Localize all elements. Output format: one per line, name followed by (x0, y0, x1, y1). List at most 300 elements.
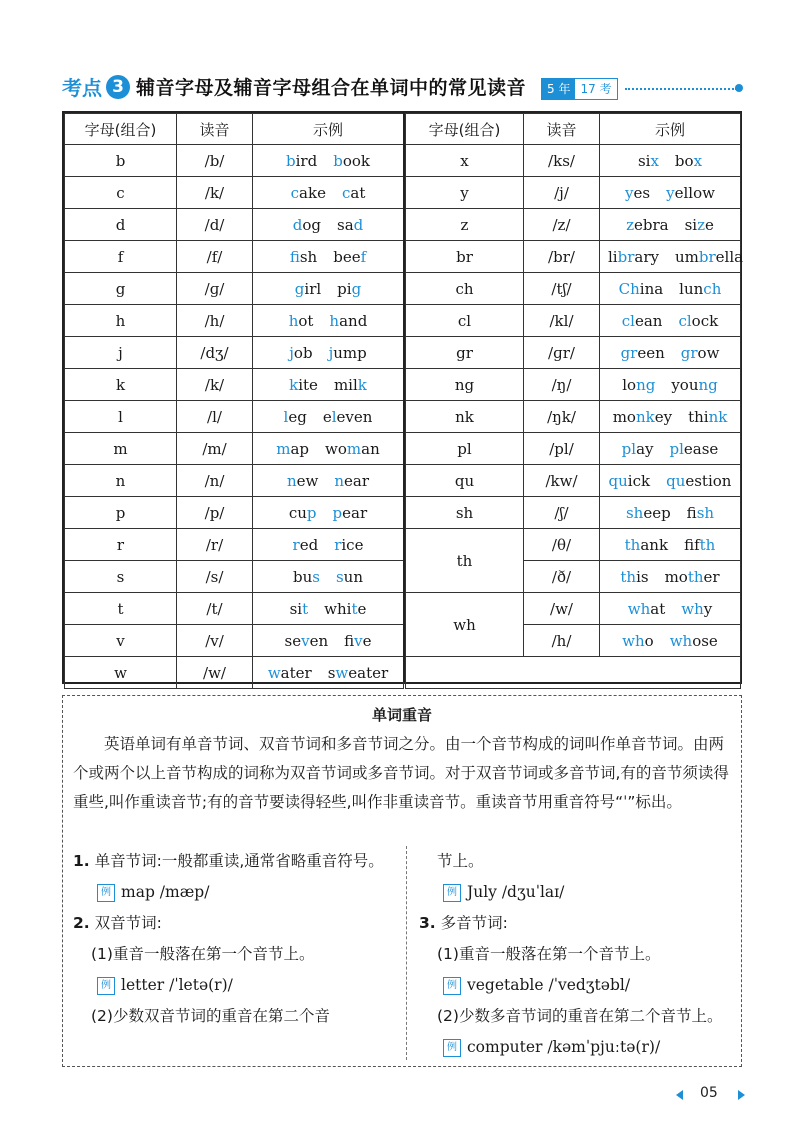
table-row (406, 177, 741, 209)
point-1-number: 1. (73, 852, 90, 870)
header-dotted-line (625, 88, 737, 90)
example-word: long (622, 375, 656, 394)
stress-left-column (73, 846, 398, 1032)
example-word: fifth (684, 535, 716, 554)
sound-cell: /θ/ (524, 529, 600, 561)
example-cell (600, 337, 741, 369)
sound-cell: /m/ (177, 433, 253, 465)
prev-page-arrow-icon[interactable] (676, 1090, 683, 1100)
example-word: who (622, 631, 654, 650)
example-icon: 例 (443, 1039, 461, 1057)
right-table (405, 113, 744, 689)
highlighted-letters: th (699, 535, 716, 554)
example-cell (600, 241, 744, 273)
example-cell (253, 433, 404, 465)
highlighted-letters: h (329, 311, 340, 330)
col-header-example: 示例 (600, 114, 741, 145)
example-word: play (621, 439, 654, 458)
example-text: map /mæp/ (121, 883, 210, 901)
example-word: beef (333, 247, 367, 266)
highlighted-letters: b (333, 151, 343, 170)
example-word: young (671, 375, 718, 394)
table-row (406, 497, 741, 529)
letter-cell: pl (406, 433, 524, 465)
highlighted-letters: w (267, 663, 281, 682)
consonant-table (62, 111, 742, 684)
highlighted-letters: v (354, 631, 363, 650)
highlighted-letters: t (302, 599, 309, 618)
example-cell (600, 529, 741, 561)
example-cell (253, 625, 404, 657)
letter-cell: w (65, 657, 177, 689)
highlighted-letters: p (306, 503, 317, 522)
highlighted-letters: z (626, 215, 634, 234)
highlighted-letters: x (693, 151, 703, 170)
col-header-sound: 读音 (177, 114, 253, 145)
example-word: clock (678, 311, 719, 330)
example-word: question (666, 471, 732, 490)
example-text: vegetable /ˈvedʒtəbl/ (467, 976, 631, 994)
highlighted-letters: v (301, 631, 310, 650)
example-cell (600, 209, 741, 241)
example-cell (600, 369, 741, 401)
letter-cell: m (65, 433, 177, 465)
example-word: green (620, 343, 665, 362)
highlighted-letters: gr (620, 343, 638, 362)
table-row (65, 401, 404, 433)
point-1-example (73, 877, 398, 908)
highlighted-letters: wh (681, 599, 704, 618)
highlighted-letters: wh (627, 599, 651, 618)
page-number: 05 (700, 1085, 718, 1101)
table-row (65, 561, 404, 593)
highlighted-letters: s (312, 567, 320, 586)
letter-cell: t (65, 593, 177, 625)
table-row (65, 529, 404, 561)
sound-cell: /ʃ/ (524, 497, 600, 529)
example-cell (253, 337, 404, 369)
letter-cell: x (406, 145, 524, 177)
example-word: lunch (679, 279, 722, 298)
letter-cell: l (65, 401, 177, 433)
table-row (65, 433, 404, 465)
col-header-letter: 字母(组合) (65, 114, 177, 145)
letter-cell: n (65, 465, 177, 497)
highlighted-letters: gr (680, 343, 698, 362)
example-cell (253, 209, 404, 241)
column-divider (406, 846, 407, 1060)
example-word: umbrella (674, 247, 744, 266)
letter-cell: gr (406, 337, 524, 369)
example-word: box (674, 151, 703, 170)
highlighted-letters: sh (625, 503, 644, 522)
example-icon: 例 (97, 884, 115, 902)
example-word: cup (288, 503, 317, 522)
sound-cell: /ɡr/ (524, 337, 600, 369)
highlighted-letters: j (289, 343, 294, 362)
example-word: pig (337, 279, 362, 298)
next-page-arrow-icon[interactable] (738, 1090, 745, 1100)
example-word: kite (289, 375, 318, 394)
highlighted-letters: th (687, 567, 704, 586)
point-3-text: 多音节词: (440, 914, 508, 932)
sound-cell: /ð/ (524, 561, 600, 593)
table-row (65, 177, 404, 209)
left-table (64, 113, 404, 689)
example-cell (253, 241, 404, 273)
section-number-badge: 3 (106, 75, 130, 99)
example-word: grow (680, 343, 720, 362)
highlighted-letters: d (292, 215, 303, 234)
example-word: cake (290, 183, 326, 202)
example-word: monkey (612, 407, 673, 426)
example-cell (600, 561, 741, 593)
table-left-half (64, 113, 403, 682)
point-3a: (1)重音一般落在第一个音节上。 (437, 945, 661, 963)
example-word: job (289, 343, 313, 362)
example-cell (600, 433, 741, 465)
example-word: yes (625, 183, 651, 202)
highlighted-letters: h (288, 311, 299, 330)
letter-cell: p (65, 497, 177, 529)
table-row (406, 241, 741, 273)
example-word: eleven (322, 407, 373, 426)
sound-cell: /s/ (177, 561, 253, 593)
example-word: leg (283, 407, 307, 426)
highlighted-letters: g (294, 279, 305, 298)
letter-cell: wh (406, 593, 524, 657)
sound-cell: /w/ (524, 593, 600, 625)
sound-cell: /h/ (524, 625, 600, 657)
point-3a-example (419, 970, 734, 1001)
example-word: this (620, 567, 649, 586)
highlighted-letters: w (335, 663, 349, 682)
exam-frequency-badge (541, 78, 618, 100)
badge-count: 17 考 (575, 79, 616, 99)
example-word: water (267, 663, 312, 682)
table-row (406, 529, 741, 561)
example-cell (600, 145, 741, 177)
letter-cell: h (65, 305, 177, 337)
table-row (65, 337, 404, 369)
example-word: rice (334, 535, 364, 554)
example-cell (600, 401, 741, 433)
sound-cell: /r/ (177, 529, 253, 561)
example-word: six (637, 151, 659, 170)
highlighted-letters: th (620, 567, 637, 586)
highlighted-letters: z (697, 215, 705, 234)
example-cell (253, 561, 404, 593)
example-word: mother (664, 567, 720, 586)
sound-cell: /ks/ (524, 145, 600, 177)
letter-cell: th (406, 529, 524, 593)
highlighted-letters: qu (608, 471, 628, 490)
example-word: seven (284, 631, 329, 650)
example-word: why (681, 599, 713, 618)
header-dot-icon (735, 84, 743, 92)
sound-cell: /br/ (524, 241, 600, 273)
sound-cell: /dʒ/ (177, 337, 253, 369)
example-cell (600, 177, 741, 209)
highlighted-letters: k (289, 375, 299, 394)
sound-cell: /ŋ/ (524, 369, 600, 401)
highlighted-letters: m (276, 439, 291, 458)
example-word: sad (337, 215, 364, 234)
sound-cell: /b/ (177, 145, 253, 177)
example-word: what (627, 599, 666, 618)
letter-cell: z (406, 209, 524, 241)
example-word: think (688, 407, 728, 426)
highlighted-letters: r (292, 535, 300, 554)
sound-cell: /k/ (177, 177, 253, 209)
col-header-letter: 字母(组合) (406, 114, 524, 145)
example-word: girl (294, 279, 322, 298)
letter-cell: cl (406, 305, 524, 337)
highlighted-letters: p (332, 503, 343, 522)
sound-cell: /k/ (177, 369, 253, 401)
highlighted-letters: br (698, 247, 716, 266)
sound-cell: /pl/ (524, 433, 600, 465)
example-cell (600, 465, 741, 497)
example-cell (600, 305, 741, 337)
example-word: fish (289, 247, 318, 266)
table-row (65, 657, 404, 689)
example-word: zebra (626, 215, 669, 234)
example-word: quick (608, 471, 651, 490)
letter-cell: y (406, 177, 524, 209)
table-row (65, 241, 404, 273)
example-word: sheep (625, 503, 671, 522)
stress-intro: 英语单词有单音节词、双音节词和多音节词之分。由一个音节构成的词叫作单音节词。由两个或两个以上音节构成的词称为双音节词或多音节词。对于双音节词或多音节词,有的音节须读得重些,叫作重读音节;有的音节要读得轻些,叫作非重读音节。重读音节用重音符号“ˈ”标出。 (73, 735, 729, 811)
highlighted-letters: j (328, 343, 334, 362)
example-cell (253, 529, 404, 561)
table-row (65, 209, 404, 241)
example-word: hand (329, 311, 368, 330)
highlighted-letters: ng (698, 375, 718, 394)
highlighted-letters: c (290, 183, 300, 202)
letter-cell: qu (406, 465, 524, 497)
sound-cell: /kl/ (524, 305, 600, 337)
table-row (65, 369, 404, 401)
highlighted-letters: ch (703, 279, 722, 298)
example-word: thank (624, 535, 669, 554)
letter-cell: c (65, 177, 177, 209)
highlighted-letters: y (666, 183, 675, 202)
sound-cell: /n/ (177, 465, 253, 497)
table-row (65, 625, 404, 657)
example-word: book (333, 151, 370, 170)
section-header (62, 74, 742, 102)
example-word: size (684, 215, 714, 234)
highlighted-letters: th (624, 535, 641, 554)
example-cell (600, 273, 741, 305)
letter-cell: v (65, 625, 177, 657)
highlighted-letters: wh (669, 631, 693, 650)
highlighted-letters: sh (696, 503, 715, 522)
example-cell (253, 369, 404, 401)
highlighted-letters: cl (621, 311, 635, 330)
empty-cell (406, 657, 741, 689)
example-word: cat (341, 183, 366, 202)
example-cell (600, 593, 741, 625)
point-3 (419, 908, 734, 939)
highlighted-letters: pl (621, 439, 637, 458)
example-word: red (292, 535, 319, 554)
table-right-half (405, 113, 744, 682)
sound-cell: /ɡ/ (177, 273, 253, 305)
point-2-number: 2. (73, 914, 90, 932)
letter-cell: br (406, 241, 524, 273)
example-word: sit (289, 599, 309, 618)
table-header-row (406, 114, 741, 145)
point-2b-example (419, 877, 734, 908)
example-cell (600, 625, 741, 657)
example-word: woman (325, 439, 380, 458)
table-row (65, 593, 404, 625)
letter-cell: s (65, 561, 177, 593)
sound-cell: /d/ (177, 209, 253, 241)
letter-cell: b (65, 145, 177, 177)
letter-cell: ng (406, 369, 524, 401)
example-cell (253, 177, 404, 209)
highlighted-letters: f (360, 247, 367, 266)
example-word: dog (292, 215, 321, 234)
point-3-number: 3. (419, 914, 436, 932)
point-2a-example (73, 970, 398, 1001)
point-1 (73, 846, 398, 877)
sound-cell: /kw/ (524, 465, 600, 497)
example-word: map (276, 439, 310, 458)
table-row (406, 657, 741, 689)
table-row (406, 145, 741, 177)
example-word: library (608, 247, 659, 266)
example-word: near (334, 471, 370, 490)
table-row (406, 465, 741, 497)
sound-cell: /ŋk/ (524, 401, 600, 433)
highlighted-letters: g (351, 279, 362, 298)
highlighted-letters: x (650, 151, 659, 170)
highlighted-letters: s (335, 567, 344, 586)
example-cell (253, 401, 404, 433)
highlighted-letters: cl (678, 311, 692, 330)
table-row (406, 337, 741, 369)
example-word: five (344, 631, 372, 650)
table-row (406, 273, 741, 305)
sound-cell: /p/ (177, 497, 253, 529)
example-word: new (286, 471, 319, 490)
highlighted-letters: nk (708, 407, 728, 426)
highlighted-letters: n (334, 471, 345, 490)
table-row (65, 305, 404, 337)
example-cell (253, 145, 404, 177)
section-title: 辅音字母及辅音字母组合在单词中的常见读音 (136, 77, 527, 99)
example-text: letter /ˈletə(r)/ (121, 976, 233, 994)
point-2b: (2)少数双音节词的重音在第二个音 (91, 1007, 330, 1025)
example-cell (253, 273, 404, 305)
table-row (406, 593, 741, 625)
sound-cell: /l/ (177, 401, 253, 433)
highlighted-letters: wh (622, 631, 645, 650)
section-label: 考点 (62, 76, 102, 100)
word-stress-box (62, 695, 742, 1067)
point-3b: (2)少数多音节词的重音在第二个音节上。 (437, 1007, 723, 1025)
example-word: bus (293, 567, 320, 586)
highlighted-letters: l (331, 407, 337, 426)
example-word: yellow (666, 183, 715, 202)
highlighted-letters: d (353, 215, 364, 234)
sound-cell: /f/ (177, 241, 253, 273)
letter-cell: k (65, 369, 177, 401)
highlighted-letters: t (351, 599, 358, 618)
table-header-row (65, 114, 404, 145)
highlighted-letters: pl (669, 439, 684, 458)
letter-cell: ch (406, 273, 524, 305)
example-text: July /dʒuˈlaɪ/ (467, 883, 565, 901)
highlighted-letters: f (289, 247, 300, 266)
highlighted-letters: nk (635, 407, 655, 426)
example-word: hot (288, 311, 314, 330)
table-row (406, 401, 741, 433)
sound-cell: /h/ (177, 305, 253, 337)
table-row (406, 369, 741, 401)
example-word: bird (286, 151, 318, 170)
stress-right-column (419, 846, 734, 1063)
example-icon: 例 (97, 977, 115, 995)
point-2a: (1)重音一般落在第一个音节上。 (91, 945, 315, 963)
example-icon: 例 (443, 977, 461, 995)
letter-cell: j (65, 337, 177, 369)
sound-cell: /w/ (177, 657, 253, 689)
example-text: computer /kəmˈpjuːtə(r)/ (467, 1038, 661, 1056)
table-row (65, 497, 404, 529)
point-3b-example (419, 1032, 734, 1063)
highlighted-letters: b (286, 151, 296, 170)
stress-title: 单词重音 (371, 706, 432, 724)
letter-cell: r (65, 529, 177, 561)
table-row (406, 305, 741, 337)
example-icon: 例 (443, 884, 461, 902)
highlighted-letters: k (357, 375, 367, 394)
example-word: clean (621, 311, 663, 330)
badge-years: 5 年 (542, 79, 575, 99)
point-2 (73, 908, 398, 939)
example-cell (253, 465, 404, 497)
highlighted-letters: r (334, 535, 342, 554)
point-1-text: 单音节词:一般都重读,通常省略重音符号。 (94, 852, 384, 870)
example-word: fish (686, 503, 715, 522)
example-cell (253, 305, 404, 337)
letter-cell: nk (406, 401, 524, 433)
sound-cell: /t/ (177, 593, 253, 625)
highlighted-letters: Ch (618, 279, 640, 298)
sound-cell: /tʃ/ (524, 273, 600, 305)
col-header-example: 示例 (253, 114, 404, 145)
example-word: please (669, 439, 719, 458)
table-row (65, 465, 404, 497)
highlighted-letters: br (617, 247, 635, 266)
example-word: whose (669, 631, 718, 650)
highlighted-letters: y (625, 183, 634, 202)
table-row (65, 273, 404, 305)
highlighted-letters: ng (636, 375, 656, 394)
example-cell (253, 593, 404, 625)
example-word: sweater (327, 663, 389, 682)
letter-cell: d (65, 209, 177, 241)
highlighted-letters: c (341, 183, 351, 202)
point-2-text: 双音节词: (94, 914, 162, 932)
highlighted-letters: m (346, 439, 362, 458)
table-row (65, 145, 404, 177)
